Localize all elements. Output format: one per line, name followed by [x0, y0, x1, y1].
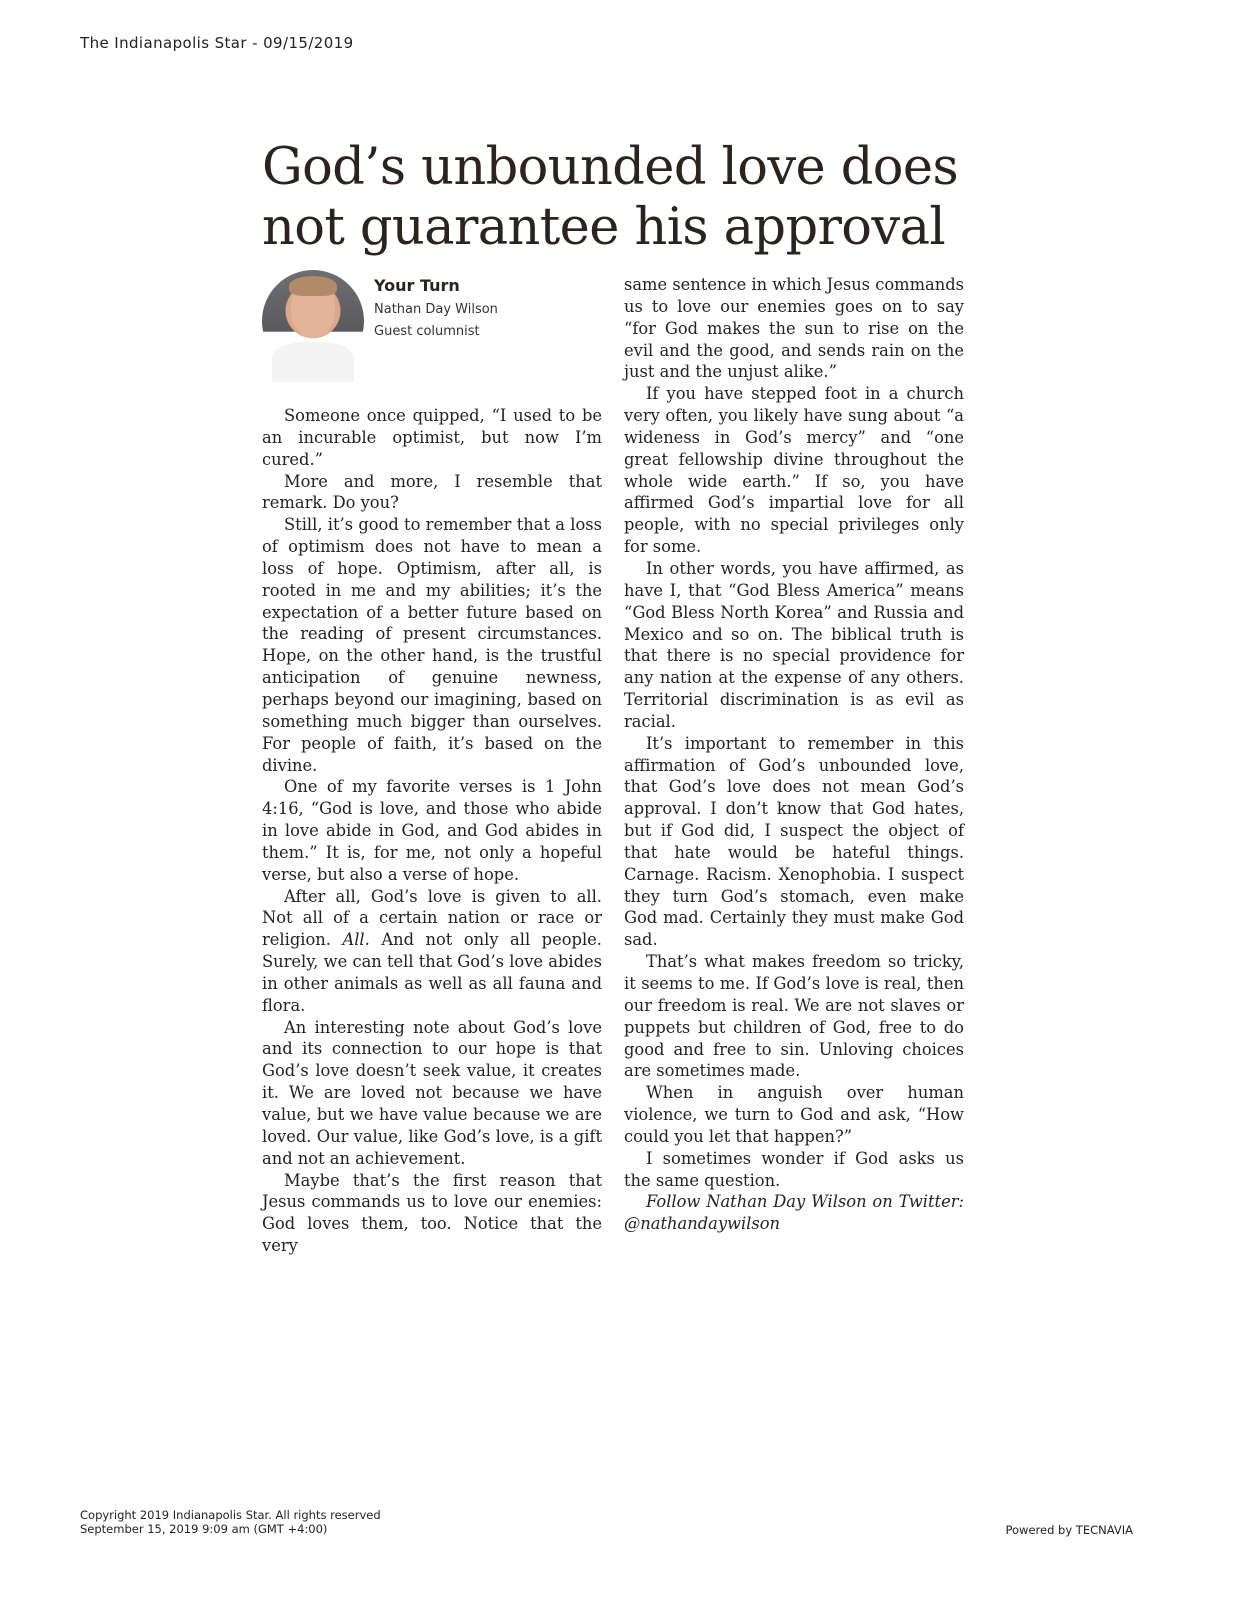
paragraph: Maybe that’s the first reason that Jesus commands us to love our enemies: God loves them, too. Notice that the very [262, 1170, 602, 1256]
article-headline: God’s unbounded love does not guarantee his approval [262, 138, 959, 257]
paragraph: An interesting note about God’s love and its connection to our hope is that God’s love doesn’t seek value, it creates it. We are loved not because we have value, but we have value because we are loved. Our value, like God’s love, is a gift and not an achievement. [262, 1017, 602, 1168]
paragraph [262, 886, 602, 1017]
paragraph: More and more, I resemble that remark. Do you? [262, 471, 602, 513]
byline-author: Nathan Day Wilson [374, 302, 498, 317]
closing-line [624, 1191, 964, 1235]
powered-by-text: Powered by TECNAVIA [1005, 1523, 1133, 1537]
byline-section: Your Turn [374, 276, 460, 295]
paragraph-text: And not only all people. Surely, we can tell that God’s love abides in other animals as well as all fauna and flora. [262, 930, 602, 1015]
paragraph: Still, it’s good to remember that a loss of optimism does not have to mean a loss of hope. Optimism, after all, is rooted in me and my abilities; it’s the expectation of a better future based on the reading of present circumstances. Hope, on the other hand, is the trustful anticipation of genuine newness, perhaps beyond our imagining, based on something much bigger than ourselves. For people of faith, it’s based on the divine. [262, 515, 602, 775]
paragraph: Someone once quipped, “I used to be an incurable optimist, but now I’m cured.” [262, 406, 602, 469]
paragraph: If you have stepped foot in a church very often, you likely have sung about “a wideness in God’s mercy” and “one great fellowship divine throughout the whole wide earth.” If so, you have affirmed God’s impartial love for all people, with no special privileges only for some. [624, 384, 964, 557]
article-column-left [262, 405, 602, 1256]
author-avatar [262, 270, 364, 372]
byline-role: Guest columnist [374, 324, 480, 339]
paragraph: When in anguish over human violence, we turn to God and ask, “How could you let that happen?” [624, 1083, 964, 1146]
paragraph: In other words, you have affirmed, as have I, that “God Bless America” means “God Bless North Korea” and Russia and Mexico and so on. The biblical truth is that there is no special providence for any nation at the expense of any others. Territorial discrimination is as evil as racial. [624, 558, 964, 731]
paragraph-text: After all, God’s love is given to all. Not all of a certain nation or race or religion. [262, 886, 602, 950]
article-column-right [624, 274, 964, 1234]
paragraph: That’s what makes freedom so tricky, it seems to me. If God’s love is real, then our freedom is real. We are not slaves or puppets but children of God, free to do good and free to sin. Unloving choices are sometimes made. [624, 952, 964, 1081]
footer-copyright-block [80, 1508, 381, 1536]
byline-block [262, 270, 602, 375]
paragraph: I sometimes wonder if God asks us the same question. [624, 1148, 964, 1190]
timestamp-text: September 15, 2019 9:09 am (GMT +4:00) [80, 1522, 328, 1536]
paragraph: same sentence in which Jesus commands us to love our enemies goes on to say “for God makes the sun to rise on the evil and the good, and sends rain on the just and the unjust alike.” [624, 275, 964, 382]
paragraph: One of my favorite verses is 1 John 4:16, “God is love, and those who abide in love abide in God, and God abides in them.” It is, for me, not only a hopeful verse, but also a verse of hope. [262, 777, 602, 884]
emphasis-text: All. [342, 930, 370, 950]
paragraph: It’s important to remember in this affirmation of God’s unbounded love, that God’s love does not mean God’s approval. I don’t know that God hates, but if God did, I suspect the object of that hate would be hateful things. Carnage. Racism. Xenophobia. I suspect they turn God’s stomach, even make God mad. Certainly they must make God sad. [624, 733, 964, 950]
closing-italic: Follow Nathan Day Wilson on Twitter: @nathandaywilson [624, 1192, 964, 1234]
copyright-text: Copyright 2019 Indianapolis Star. All rights reserved [80, 1508, 381, 1522]
source-header: The Indianapolis Star - 09/15/2019 [80, 34, 354, 52]
